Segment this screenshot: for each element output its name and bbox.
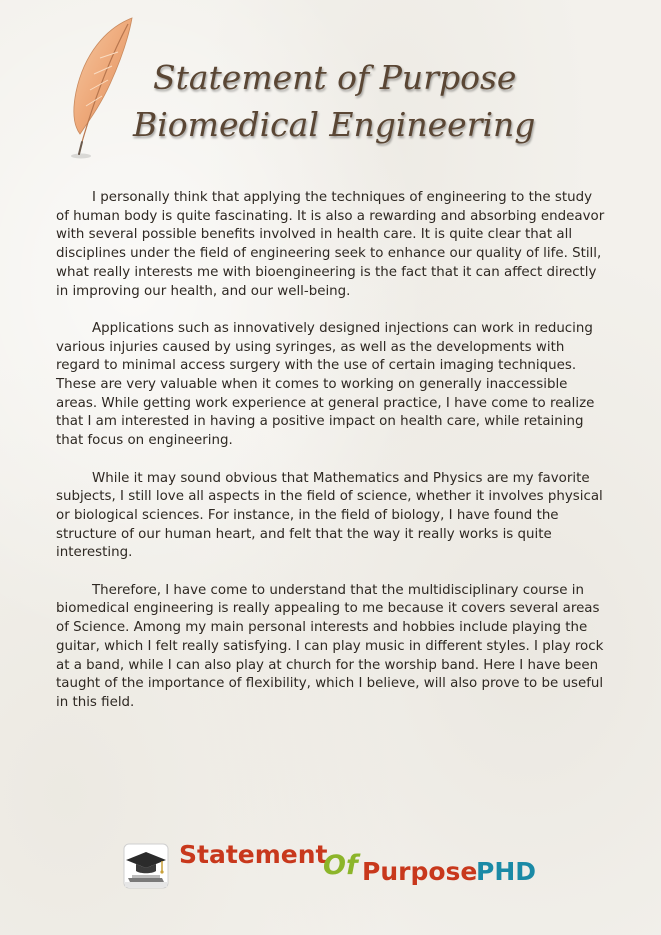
header: [0, 0, 661, 170]
statement-body: [56, 189, 608, 731]
paragraph-2: Applications such as innovatively designed injections can work in reducing various injuries caused by using syringes, as well as the developments with regard to minimal access surgery with the use of certain imaging techniques. These are very valuable when it comes to working on generally inaccessible areas. While getting work experience at general practice, I have come to realize that I am interested in having a positive impact on health care, while retaining that focus on engineering.: [56, 320, 595, 449]
logo-word-statement: Statement: [179, 840, 328, 869]
paragraph-4: Therefore, I have come to understand that the multidisciplinary course in biomedical engineering is really appealing to me because it covers several areas of Science. Among my main personal interests and hobbies include playing the guitar, which I felt really satisfying. I can play music in different styles. I play rock at a band, while I can also play at church for the worship band. Here I have been taught of the importance of flexibility, which I believe, will also prove to be useful in this field.: [56, 582, 604, 710]
paragraph-1: I personally think that applying the techniques of engineering to the study of human body is quite fascinating. It is also a rewarding and absorbing endeavor with several possible benefits involved in health care. It is quite clear that all disciplines under the field of engineering seek to enhance our quality of life. Still, what really interests me with bioengineering is the fact that it can affect directly in improving our health, and our well-being.: [56, 190, 605, 299]
logo-word-of: Of: [323, 850, 358, 881]
paragraph-3: While it may sound obvious that Mathematics and Physics are my favorite subjects, I still love all aspects in the field of science, whether it involves physical or biological sciences. For instance, in the field of biology, I have found the structure of our human heart, and felt that the way it really works is quite interesting.: [56, 470, 603, 561]
title-line-1: Statement of Purpose: [153, 58, 517, 97]
graduation-cap-icon: [122, 842, 170, 890]
title-line-2: Biomedical Engineering: [133, 105, 536, 144]
logo-word-phd: PHD: [476, 857, 536, 886]
footer-logo: [122, 838, 552, 898]
logo-word-purpose: Purpose: [362, 857, 478, 886]
